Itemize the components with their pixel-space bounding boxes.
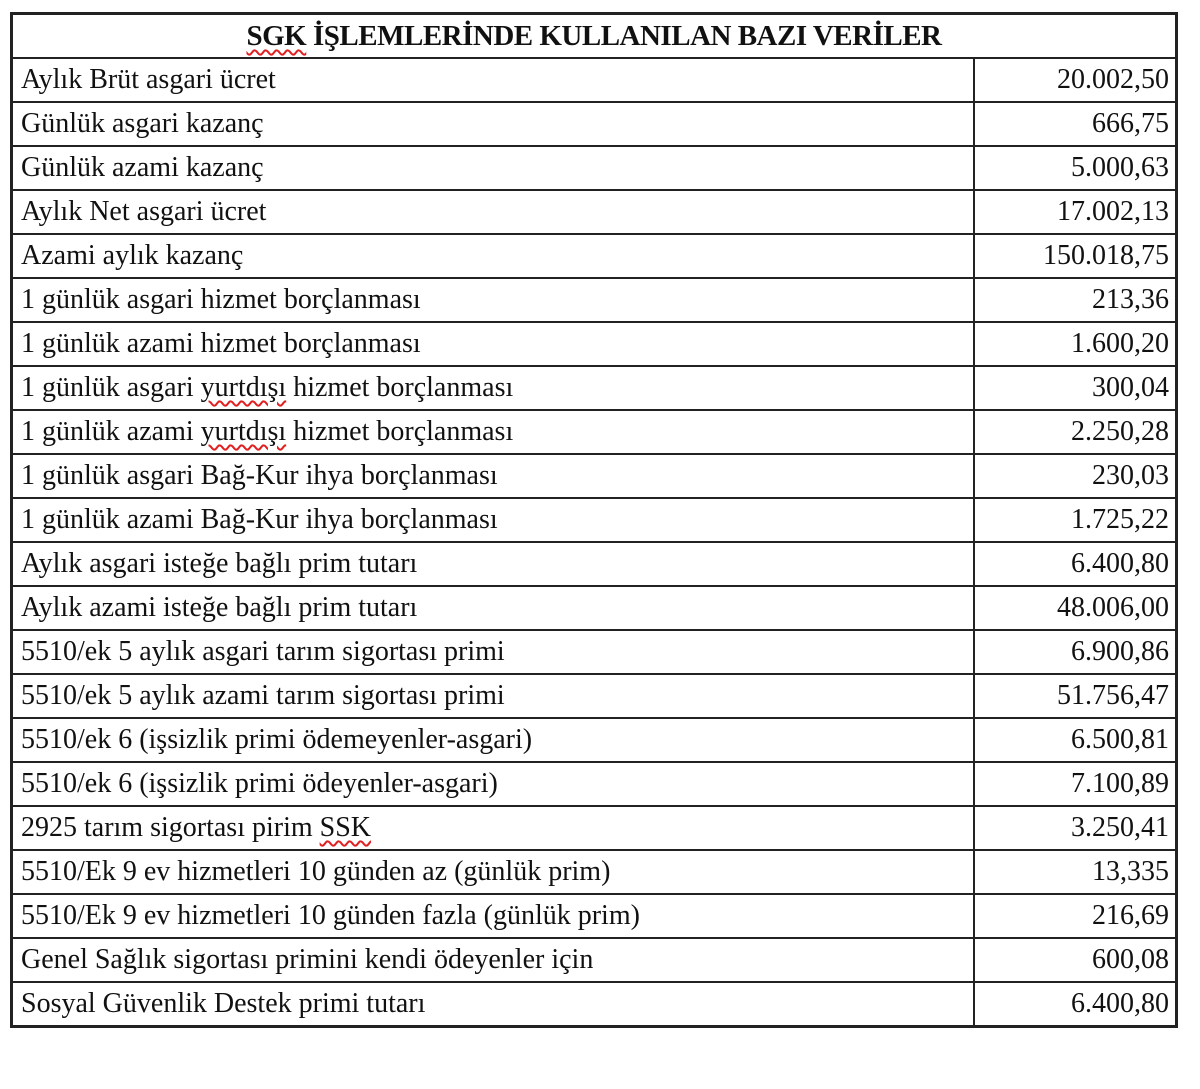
spellcheck-underline: yurtdışı — [200, 416, 287, 447]
row-value: 7.100,89 — [974, 762, 1177, 806]
row-label: 5510/Ek 9 ev hizmetleri 10 günden fazla (günlük prim) — [12, 894, 975, 938]
sgk-data-table — [10, 12, 1178, 1028]
row-label: 1 günlük asgari hizmet borçlanması — [12, 278, 975, 322]
table-row — [12, 542, 1177, 586]
spellcheck-underline: yurtdışı — [200, 372, 287, 403]
table-row — [12, 938, 1177, 982]
row-label: 1 günlük asgari Bağ-Kur ihya borçlanması — [12, 454, 975, 498]
table-row — [12, 190, 1177, 234]
table-row — [12, 674, 1177, 718]
row-value: 600,08 — [974, 938, 1177, 982]
row-label: Sosyal Güvenlik Destek primi tutarı — [12, 982, 975, 1027]
spellcheck-underline: SSK — [319, 812, 372, 843]
row-value: 3.250,41 — [974, 806, 1177, 850]
table-row — [12, 234, 1177, 278]
row-label: 5510/ek 5 aylık azami tarım sigortası primi — [12, 674, 975, 718]
row-value: 6.400,80 — [974, 542, 1177, 586]
row-value: 2.250,28 — [974, 410, 1177, 454]
table-row — [12, 850, 1177, 894]
table-row — [12, 322, 1177, 366]
table-row — [12, 102, 1177, 146]
row-value: 1.600,20 — [974, 322, 1177, 366]
table-row — [12, 894, 1177, 938]
row-value: 13,335 — [974, 850, 1177, 894]
row-label: 1 günlük azami yurtdışı hizmet borçlanması — [12, 410, 975, 454]
spellcheck-underline: SGK — [246, 20, 307, 52]
row-value: 20.002,50 — [974, 58, 1177, 102]
row-label: 5510/ek 6 (işsizlik primi ödeyenler-asgari) — [12, 762, 975, 806]
row-value: 6.500,81 — [974, 718, 1177, 762]
row-value: 230,03 — [974, 454, 1177, 498]
row-label: 5510/ek 6 (işsizlik primi ödemeyenler-asgari) — [12, 718, 975, 762]
row-value: 17.002,13 — [974, 190, 1177, 234]
row-label: 1 günlük azami hizmet borçlanması — [12, 322, 975, 366]
row-value: 216,69 — [974, 894, 1177, 938]
table-row — [12, 806, 1177, 850]
table-row — [12, 498, 1177, 542]
row-label: Günlük asgari kazanç — [12, 102, 975, 146]
row-value: 666,75 — [974, 102, 1177, 146]
row-label: Aylık azami isteğe bağlı prim tutarı — [12, 586, 975, 630]
table-row — [12, 454, 1177, 498]
row-value: 1.725,22 — [974, 498, 1177, 542]
table-body — [12, 58, 1177, 1027]
table-row — [12, 630, 1177, 674]
table-row — [12, 366, 1177, 410]
row-label: 5510/ek 5 aylık asgari tarım sigortası primi — [12, 630, 975, 674]
table-header-row — [12, 14, 1177, 59]
row-label: Günlük azami kazanç — [12, 146, 975, 190]
row-value: 150.018,75 — [974, 234, 1177, 278]
table-title: SGK İŞLEMLERİNDE KULLANILAN BAZI VERİLER — [12, 14, 1177, 59]
row-label: 1 günlük azami Bağ-Kur ihya borçlanması — [12, 498, 975, 542]
row-label: Aylık asgari isteğe bağlı prim tutarı — [12, 542, 975, 586]
row-label: 5510/Ek 9 ev hizmetleri 10 günden az (günlük prim) — [12, 850, 975, 894]
row-label: 1 günlük asgari yurtdışı hizmet borçlanması — [12, 366, 975, 410]
row-value: 48.006,00 — [974, 586, 1177, 630]
table-row — [12, 58, 1177, 102]
row-value: 6.900,86 — [974, 630, 1177, 674]
table-row — [12, 586, 1177, 630]
table-row — [12, 146, 1177, 190]
table-row — [12, 410, 1177, 454]
row-value: 213,36 — [974, 278, 1177, 322]
table-row — [12, 718, 1177, 762]
table-row — [12, 762, 1177, 806]
table-row — [12, 278, 1177, 322]
row-value: 51.756,47 — [974, 674, 1177, 718]
row-label: Genel Sağlık sigortası primini kendi ödeyenler için — [12, 938, 975, 982]
row-value: 5.000,63 — [974, 146, 1177, 190]
row-label: Aylık Brüt asgari ücret — [12, 58, 975, 102]
row-value: 6.400,80 — [974, 982, 1177, 1027]
row-label: Aylık Net asgari ücret — [12, 190, 975, 234]
table-row — [12, 982, 1177, 1027]
row-label: 2925 tarım sigortası pirim SSK — [12, 806, 975, 850]
row-value: 300,04 — [974, 366, 1177, 410]
row-label: Azami aylık kazanç — [12, 234, 975, 278]
